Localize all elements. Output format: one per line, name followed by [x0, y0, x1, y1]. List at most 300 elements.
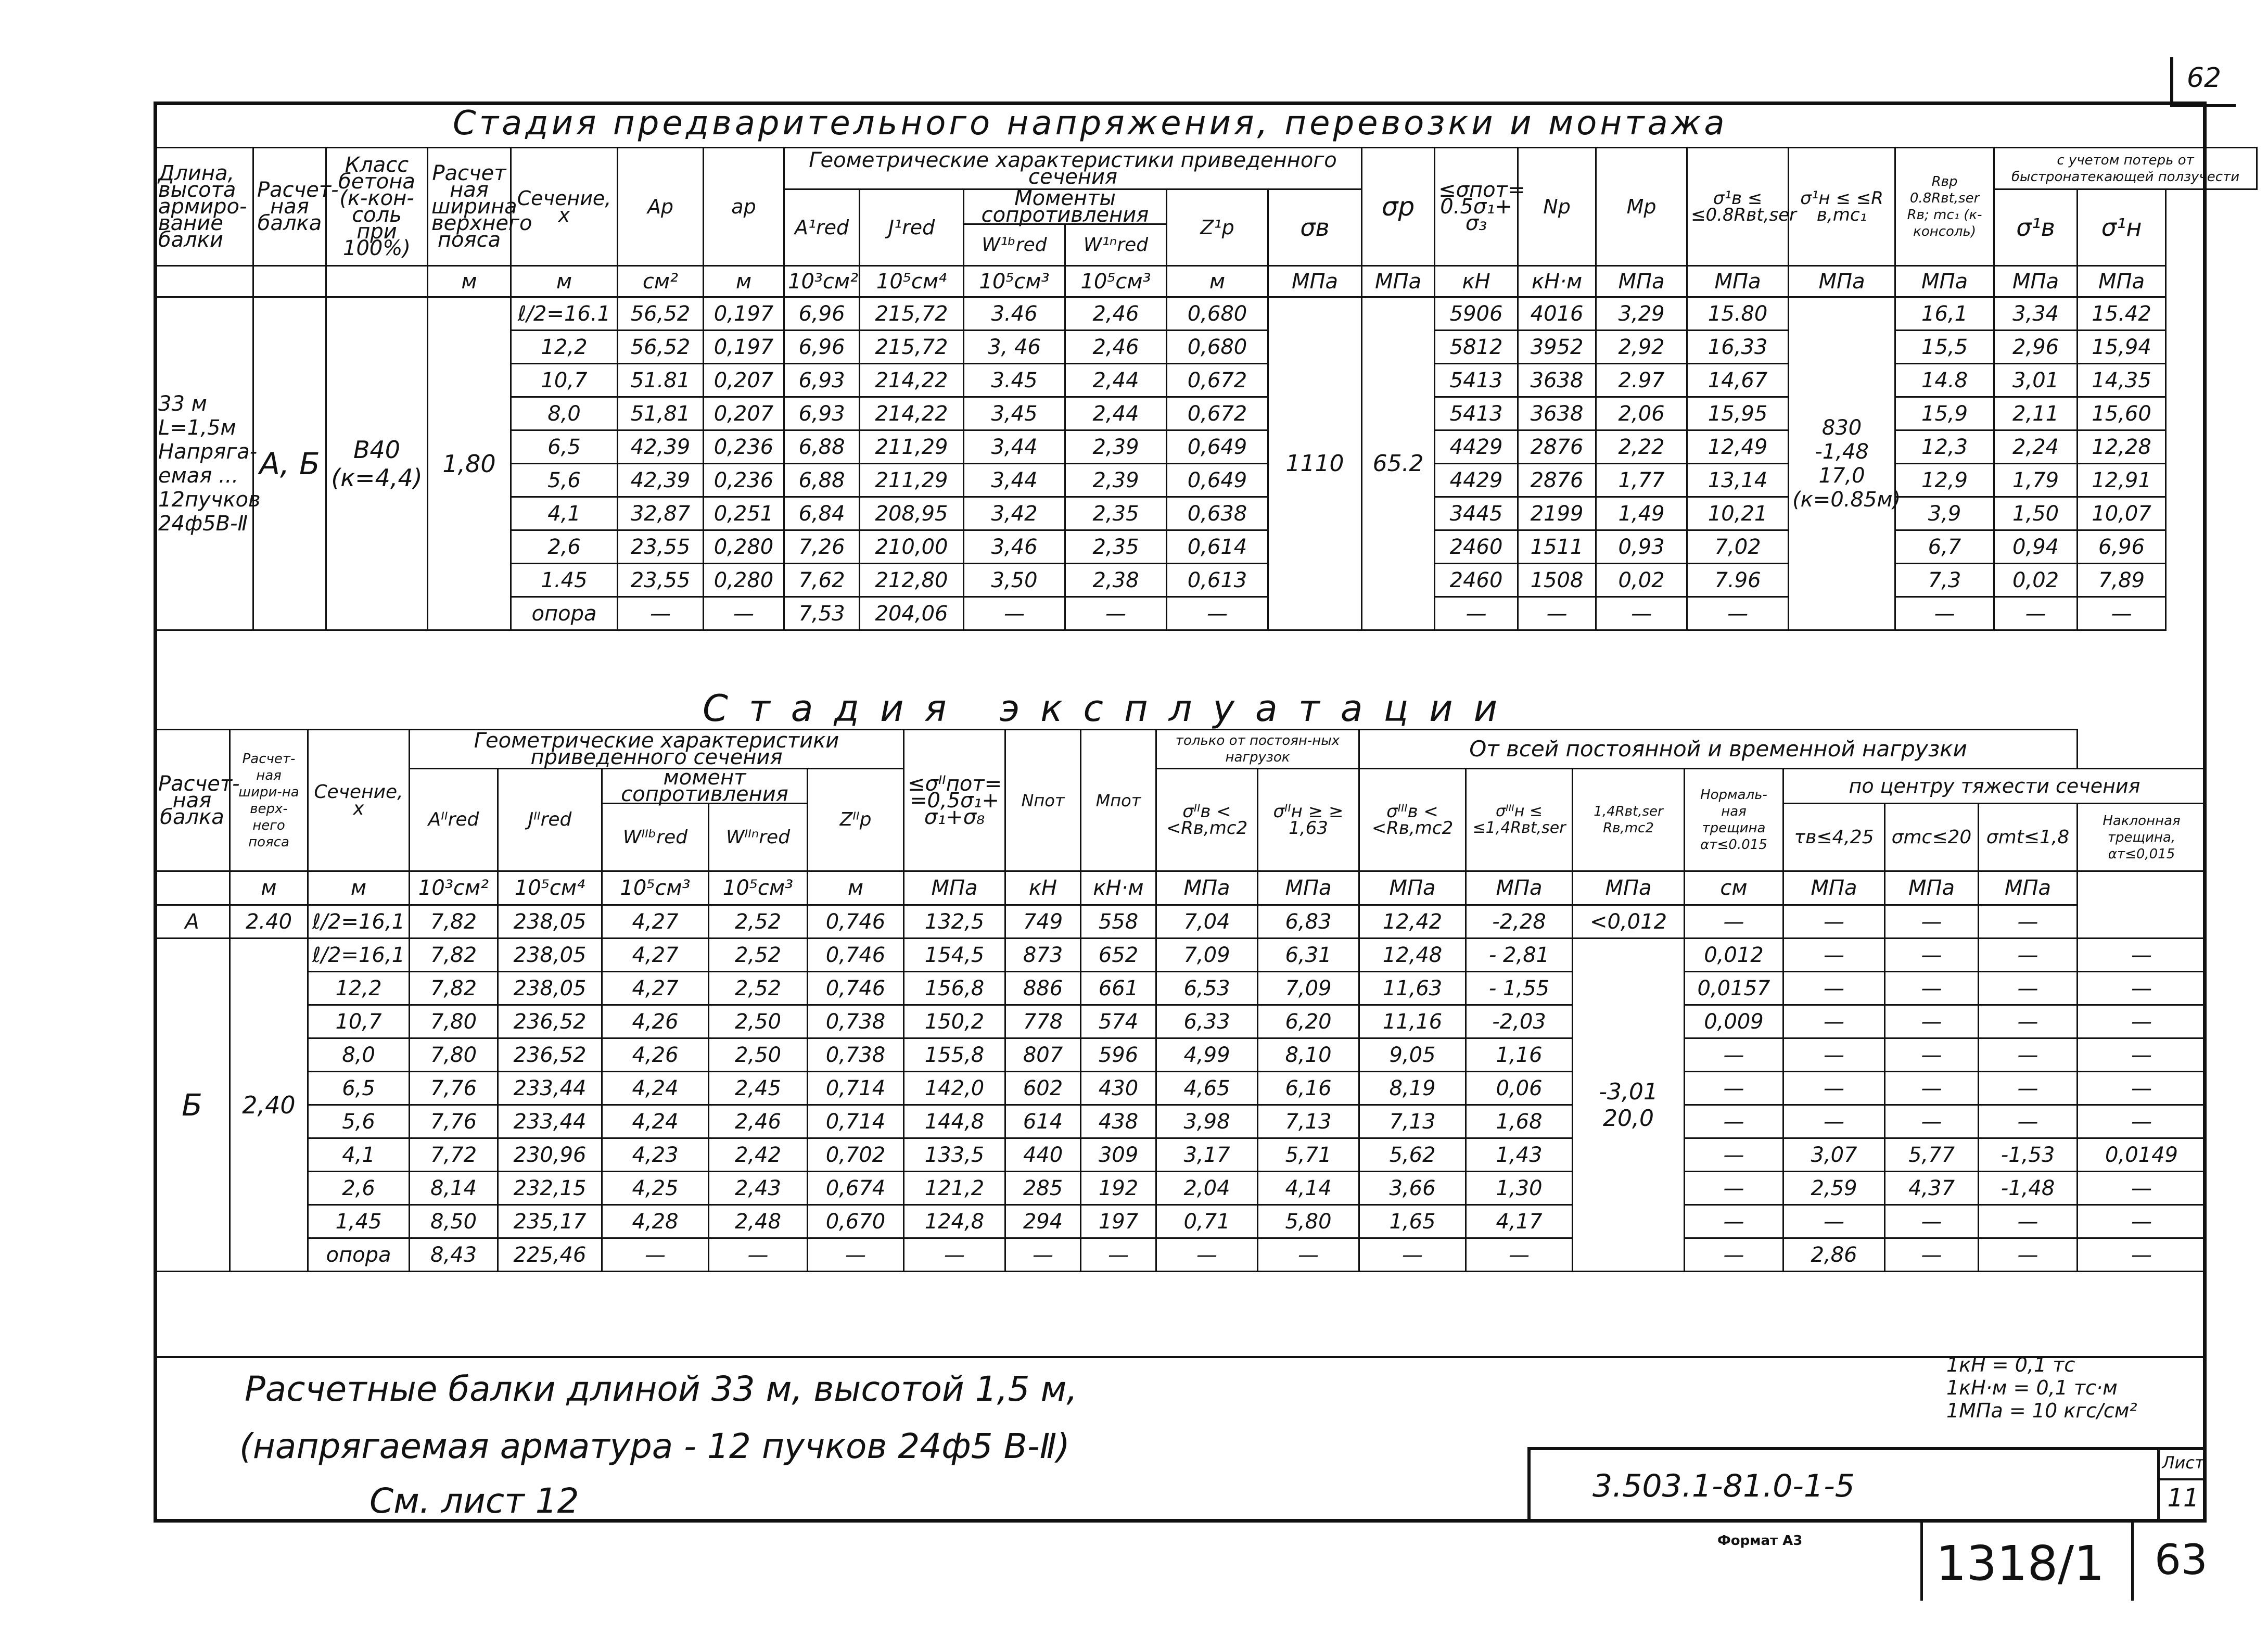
table-cell: 7,26 — [784, 530, 860, 564]
table-cell: 15,9 — [1895, 397, 1994, 430]
table-row — [155, 939, 2206, 972]
table-cell: -1,53 — [1979, 1138, 2078, 1172]
table-cell: 3952 — [1518, 331, 1596, 364]
table-cell: 7.96 — [1687, 564, 1789, 597]
table-cell: 3,34 — [1994, 297, 2078, 331]
table-cell: — — [1687, 597, 1789, 630]
t2-h-geom: Геометрические характеристики приведенного сечения — [410, 730, 904, 769]
table-cell: 4,14 — [1258, 1172, 1359, 1205]
table-row — [155, 1038, 2206, 1072]
table-cell: 124,8 — [904, 1205, 1005, 1238]
table-cell: — — [709, 1238, 808, 1272]
table-cell: 15.80 — [1687, 297, 1789, 331]
table-cell: — — [1885, 1005, 1979, 1038]
table-cell: 56,52 — [618, 331, 704, 364]
t1-h-wb: W¹ᵇred — [964, 224, 1065, 266]
table-cell: 5413 — [1435, 364, 1518, 397]
t1-unit: МПа — [1789, 266, 1895, 297]
table-cell: — — [1979, 1072, 2078, 1105]
table-cell: 0,93 — [1596, 530, 1687, 564]
t1-unit: МПа — [2078, 266, 2166, 297]
t1-group-beam: А, Б — [253, 297, 326, 630]
table-cell: 3,29 — [1596, 297, 1687, 331]
table-cell: 7,76 — [410, 1105, 498, 1138]
t1-h-Np: Np — [1518, 148, 1596, 266]
table-cell: 4016 — [1518, 297, 1596, 331]
table-cell: 3638 — [1518, 364, 1596, 397]
table-cell: — — [2078, 1172, 2206, 1205]
table-cell: 2,52 — [709, 939, 808, 972]
table-cell: — — [2078, 939, 2206, 972]
table-cell: — — [2078, 1205, 2206, 1238]
table-cell: 0,94 — [1994, 530, 2078, 564]
notes-area-line — [154, 1356, 2207, 1358]
table-cell: 8,19 — [1359, 1072, 1466, 1105]
table-cell: 8,10 — [1258, 1038, 1359, 1072]
table-cell: 6,93 — [784, 397, 860, 430]
t2-h-section: Сечение, x — [308, 730, 410, 871]
table-cell: 214,22 — [860, 397, 964, 430]
table-cell: 7,82 — [410, 905, 498, 939]
table-cell: 9,05 — [1359, 1038, 1466, 1072]
table-cell: 232,15 — [498, 1172, 602, 1205]
table-cell: 6,31 — [1258, 939, 1359, 972]
t1-h-ared: A¹red — [784, 189, 860, 266]
table-cell: 3638 — [1518, 397, 1596, 430]
table-cell: 2,96 — [1994, 331, 2078, 364]
t2-unit: МПа — [1359, 871, 1466, 905]
table-cell: 0,638 — [1167, 497, 1268, 530]
table-cell: 614 — [1005, 1105, 1081, 1138]
operation-table — [154, 729, 2207, 1272]
table-cell: 12,42 — [1359, 905, 1466, 939]
t2-h-zp: Zᴵᴵp — [808, 769, 904, 871]
table-cell: 2,44 — [1065, 397, 1167, 430]
t1-unit: МПа — [1687, 266, 1789, 297]
table-cell: 294 — [1005, 1205, 1081, 1238]
table-cell: — — [1994, 597, 2078, 630]
table-cell: 5,6 — [308, 1105, 410, 1138]
table-cell: 5,71 — [1258, 1138, 1359, 1172]
table-cell: 4,26 — [602, 1038, 709, 1072]
t1-h-wn: W¹ⁿred — [1065, 224, 1167, 266]
table-cell: 602 — [1005, 1072, 1081, 1105]
t1-group-rbp: 830 -1,48 17,0 (к=0.85м) — [1789, 297, 1895, 630]
table-cell: 7,09 — [1258, 972, 1359, 1005]
table-cell: 4,27 — [602, 972, 709, 1005]
table-cell: 2.40 — [230, 905, 308, 939]
table-cell: 7,13 — [1359, 1105, 1466, 1138]
table-cell: 778 — [1005, 1005, 1081, 1038]
table-cell: 155,8 — [904, 1038, 1005, 1072]
table-cell: 7,02 — [1687, 530, 1789, 564]
table-cell: 4,37 — [1885, 1172, 1979, 1205]
t2-unit: м — [808, 871, 904, 905]
table-cell: 2,06 — [1596, 397, 1687, 430]
t2-h-incl: Наклонная трещина, αт≤0,015 — [2078, 804, 2206, 871]
table-cell: А — [155, 905, 230, 939]
t1-h-creep: с учетом потерь от быстронатекающей ползучести — [1994, 148, 2257, 189]
table-cell: 8,43 — [410, 1238, 498, 1272]
table-cell: 14,35 — [2078, 364, 2166, 397]
table-cell: -2,03 — [1466, 1005, 1573, 1038]
table-cell: 0,207 — [704, 364, 784, 397]
table-cell: 4,28 — [602, 1205, 709, 1238]
table-cell: 0,009 — [1685, 1005, 1783, 1038]
table-cell: 1,68 — [1466, 1105, 1573, 1138]
table-cell: 6,83 — [1258, 905, 1359, 939]
table-cell: — — [2078, 1105, 2206, 1138]
table-cell: 661 — [1081, 972, 1156, 1005]
table-cell: 230,96 — [498, 1138, 602, 1172]
table-cell: 7,80 — [410, 1038, 498, 1072]
t1-group-sum: 65.2 — [1362, 297, 1435, 630]
table-cell: 0,672 — [1167, 364, 1268, 397]
table-cell: 7,53 — [784, 597, 860, 630]
t2-unit: кН·м — [1081, 871, 1156, 905]
table-cell: 142,0 — [904, 1072, 1005, 1105]
table-cell: 0,738 — [808, 1005, 904, 1038]
table-cell: 8,0 — [308, 1038, 410, 1072]
t2-h-sn3: σᴵᴵᴵн ≤ ≤1,4Rвt,ser — [1466, 769, 1573, 871]
table-cell: — — [1685, 1072, 1783, 1105]
table-cell: 1,43 — [1466, 1138, 1573, 1172]
table-cell: 4,23 — [602, 1138, 709, 1172]
table-cell: 3,44 — [964, 430, 1065, 464]
table-cell: 7,13 — [1258, 1105, 1359, 1138]
table-cell: 14,67 — [1687, 364, 1789, 397]
inventory-divider — [2131, 1523, 2134, 1601]
table-cell: — — [1885, 1238, 1979, 1272]
t2-unit: МПа — [1258, 871, 1359, 905]
table-cell: 7,82 — [410, 939, 498, 972]
t1-unit: кН — [1435, 266, 1518, 297]
table-cell: 6,96 — [784, 297, 860, 331]
table-cell: 5413 — [1435, 397, 1518, 430]
table-cell: 6,16 — [1258, 1072, 1359, 1105]
t2-unit: 10⁵см⁴ — [498, 871, 602, 905]
t2-unit-empty — [155, 871, 230, 905]
table-cell: 1,77 — [1596, 464, 1687, 497]
table-cell: 0,71 — [1156, 1205, 1258, 1238]
table-cell: — — [1979, 1205, 2078, 1238]
t2-unit: 10³см² — [410, 871, 498, 905]
table-cell: 2,48 — [709, 1205, 808, 1238]
table-cell: 15.42 — [2078, 297, 2166, 331]
table-cell: 2,35 — [1065, 497, 1167, 530]
t1-h-ap: ap — [704, 148, 784, 266]
table-cell: 7,04 — [1156, 905, 1258, 939]
table-cell: 15,95 — [1687, 397, 1789, 430]
note-line-2: (напрягаемая арматура - 12 пучков 24ф5 В-Ⅱ) — [239, 1426, 1070, 1466]
table-cell: — — [1783, 1105, 1885, 1138]
table-cell: 236,52 — [498, 1005, 602, 1038]
table-row — [155, 1138, 2206, 1172]
table-cell: 2,6 — [308, 1172, 410, 1205]
table-cell: 56,52 — [618, 297, 704, 331]
table-cell: 1,49 — [1596, 497, 1687, 530]
table-cell: 430 — [1081, 1072, 1156, 1105]
t1-h-length: Длина, высота армиро-вание балки — [155, 148, 253, 266]
table-cell: 1,65 — [1359, 1205, 1466, 1238]
t1-unit: см² — [618, 266, 704, 297]
t2-unit: МПа — [1156, 871, 1258, 905]
table-cell: 3,07 — [1783, 1138, 1885, 1172]
table-cell: - 2,81 — [1466, 939, 1573, 972]
table-cell: 8,50 — [410, 1205, 498, 1238]
t2-h-sn: σᴵᴵн ≥ ≥ 1,63 — [1258, 769, 1359, 871]
table-cell: 15,94 — [2078, 331, 2166, 364]
table-cell: 235,17 — [498, 1205, 602, 1238]
table-cell: — — [2078, 972, 2206, 1005]
table-cell: 652 — [1081, 939, 1156, 972]
table-cell: — — [618, 597, 704, 630]
table-cell: — — [1783, 905, 1885, 939]
t1-group-class: В40 (к=4,4) — [326, 297, 428, 630]
table-cell: 0,06 — [1466, 1072, 1573, 1105]
table-cell: 10,7 — [511, 364, 618, 397]
t2-h-jred: Jᴵᴵred — [498, 769, 602, 871]
table-cell: 212,80 — [860, 564, 964, 597]
t2-unit: МПа — [1979, 871, 2078, 905]
table-cell: 0,746 — [808, 972, 904, 1005]
t2-group-beam: Б — [155, 939, 230, 1272]
table-cell: 6,5 — [308, 1072, 410, 1105]
t1-h-width: Расчет ная ширина верхнего пояса — [428, 148, 511, 266]
t2-unit: см — [1685, 871, 1783, 905]
table-cell: 4,24 — [602, 1105, 709, 1138]
table-cell: 133,5 — [904, 1138, 1005, 1172]
table-cell: 154,5 — [904, 939, 1005, 972]
table-cell: 5,6 — [511, 464, 618, 497]
table-cell: 144,8 — [904, 1105, 1005, 1138]
table-cell: — — [1596, 597, 1687, 630]
table-cell: 3,98 — [1156, 1105, 1258, 1138]
table-cell: -1,48 — [1979, 1172, 2078, 1205]
table-cell: 807 — [1005, 1038, 1081, 1072]
table-cell: 3,42 — [964, 497, 1065, 530]
table-cell: 0,672 — [1167, 397, 1268, 430]
table-cell: — — [1895, 597, 1994, 630]
note-line-3: См. лист 12 — [369, 1481, 579, 1521]
t1-unit: 10³см² — [784, 266, 860, 297]
t2-group-r: -3,01 20,0 — [1573, 939, 1685, 1272]
table-cell: 749 — [1005, 905, 1081, 939]
t1-unit: м — [704, 266, 784, 297]
t1-unit-empty — [253, 266, 326, 297]
table-cell: — — [1979, 1005, 2078, 1038]
table-cell: 2876 — [1518, 430, 1596, 464]
table-cell: 3.45 — [964, 364, 1065, 397]
t2-h-wb: Wᴵᴵᵇred — [602, 804, 709, 871]
table-cell: 2,46 — [1065, 331, 1167, 364]
table-cell: 2460 — [1435, 530, 1518, 564]
t2-unit: м — [308, 871, 410, 905]
table-cell: — — [1885, 1072, 1979, 1105]
t2-h-smc: σmc≤20 — [1885, 804, 1979, 871]
t1-unit: кН·м — [1518, 266, 1596, 297]
t1-unit: 10⁵см⁴ — [860, 266, 964, 297]
table-cell: 0,674 — [808, 1172, 904, 1205]
table-cell: — — [1685, 1238, 1783, 1272]
table-row — [155, 1105, 2206, 1138]
t1-h-csb: σв — [1268, 189, 1362, 266]
table-cell: 32,87 — [618, 497, 704, 530]
table-cell: 2,39 — [1065, 464, 1167, 497]
table-cell: 4,1 — [511, 497, 618, 530]
table-cell: 3,17 — [1156, 1138, 1258, 1172]
table-cell: ℓ/2=16,1 — [308, 939, 410, 972]
table-cell: — — [1979, 905, 2078, 939]
table-cell: 2,42 — [709, 1138, 808, 1172]
table-cell: 3,66 — [1359, 1172, 1466, 1205]
table-cell: 0,012 — [1685, 939, 1783, 972]
table-cell: ℓ/2=16,1 — [308, 905, 410, 939]
table-cell: 5906 — [1435, 297, 1518, 331]
table-cell: 2,46 — [709, 1105, 808, 1138]
table-cell: 0,680 — [1167, 297, 1268, 331]
table-cell: 0,251 — [704, 497, 784, 530]
stamp-sheet-number: 11 — [2167, 1484, 2199, 1513]
table-cell: 0,02 — [1994, 564, 2078, 597]
table-cell: — — [1885, 939, 1979, 972]
table-cell: 2,38 — [1065, 564, 1167, 597]
table-cell: — — [2078, 1072, 2206, 1105]
table-cell: 2,11 — [1994, 397, 2078, 430]
inventory-number: 1318/1 — [1936, 1536, 2105, 1591]
table-cell: 2,86 — [1783, 1238, 1885, 1272]
table-cell: 10,07 — [2078, 497, 2166, 530]
table-cell: 7,76 — [410, 1072, 498, 1105]
table-row — [155, 1205, 2206, 1238]
stage2-title: Стадия эксплуатации — [703, 687, 1519, 730]
table-cell: 12,3 — [1895, 430, 1994, 464]
table-cell: 1,30 — [1466, 1172, 1573, 1205]
t2-h-smt: σmt≤1,8 — [1979, 804, 2078, 871]
table-cell: — — [1435, 597, 1518, 630]
table-cell: 192 — [1081, 1172, 1156, 1205]
table-cell: 42,39 — [618, 464, 704, 497]
t2-unit: МПа — [1783, 871, 1885, 905]
table-cell: 0,738 — [808, 1038, 904, 1072]
t1-h-geom: Геометрические характеристики приведенного сечения — [784, 148, 1362, 189]
table-cell: — — [602, 1238, 709, 1272]
table-cell: — — [1885, 1038, 1979, 1072]
table-cell: 0,670 — [808, 1205, 904, 1238]
table-cell: — — [1885, 972, 1979, 1005]
table-cell: 0,197 — [704, 331, 784, 364]
t1-h-sn: σ¹н ≤ ≤R в,mc₁ — [1789, 148, 1895, 266]
t1-h-section: Сечение, x — [511, 148, 618, 266]
t1-h-csb1: σ¹в — [1994, 189, 2078, 266]
table-cell: — — [1783, 1005, 1885, 1038]
table-cell: 558 — [1081, 905, 1156, 939]
table-cell: 4429 — [1435, 464, 1518, 497]
units-note-1: 1кН = 0,1 тс — [1946, 1353, 2075, 1376]
table-cell: 4,26 — [602, 1005, 709, 1038]
t1-h-Mp: Mp — [1596, 148, 1687, 266]
table-cell: 51.81 — [618, 364, 704, 397]
table-cell: 11,16 — [1359, 1005, 1466, 1038]
table-cell: — — [1258, 1238, 1359, 1272]
table-cell: 215,72 — [860, 331, 964, 364]
t2-h-r: 1,4Rвt,ser Rв,mc2 — [1573, 769, 1685, 871]
table-cell: — — [904, 1238, 1005, 1272]
table-cell: 0,649 — [1167, 430, 1268, 464]
table-cell: 5,77 — [1885, 1138, 1979, 1172]
table-cell: 204,06 — [860, 597, 964, 630]
table-cell: 1,50 — [1994, 497, 2078, 530]
t2-h-wn: Wᴵᴵⁿred — [709, 804, 808, 871]
table-cell: 23,55 — [618, 530, 704, 564]
table-cell: 2.97 — [1596, 364, 1687, 397]
table-cell: — — [1518, 597, 1596, 630]
t2-unit: МПа — [1885, 871, 1979, 905]
table-cell: 4,99 — [1156, 1038, 1258, 1072]
table-cell: — — [2078, 597, 2166, 630]
t1-unit-empty — [155, 266, 253, 297]
table-cell: 2,50 — [709, 1005, 808, 1038]
table-cell: 0,236 — [704, 430, 784, 464]
table-cell: 6,33 — [1156, 1005, 1258, 1038]
table-cell: 1.45 — [511, 564, 618, 597]
table-cell: 211,29 — [860, 430, 964, 464]
t2-unit: МПа — [1573, 871, 1685, 905]
t1-unit: м — [428, 266, 511, 297]
table-cell: 0,680 — [1167, 331, 1268, 364]
table-cell: — — [1005, 1238, 1081, 1272]
table-cell: 214,22 — [860, 364, 964, 397]
table-cell: 238,05 — [498, 939, 602, 972]
table-cell: 10,7 — [308, 1005, 410, 1038]
table-cell: 4,1 — [308, 1138, 410, 1172]
table-cell: 4,24 — [602, 1072, 709, 1105]
t2-h-tau: τв≤4,25 — [1783, 804, 1885, 871]
table-cell: 0,0157 — [1685, 972, 1783, 1005]
t2-group-width: 2,40 — [230, 939, 308, 1272]
table-cell: 0,280 — [704, 564, 784, 597]
table-row — [155, 905, 2206, 939]
table-cell: 2,45 — [709, 1072, 808, 1105]
table-cell: 23,55 — [618, 564, 704, 597]
t1-h-moments: Моменты сопротивления — [964, 189, 1167, 224]
table-cell: — — [808, 1238, 904, 1272]
table-cell: 6,5 — [511, 430, 618, 464]
table-cell: 233,44 — [498, 1072, 602, 1105]
table-cell: 7,82 — [410, 972, 498, 1005]
t1-unit: МПа — [1268, 266, 1362, 297]
table-cell: 7,80 — [410, 1005, 498, 1038]
table-cell: 150,2 — [904, 1005, 1005, 1038]
t2-h-sb: σᴵᴵв < <Rв,mc2 — [1156, 769, 1258, 871]
note-line-1: Расчетные балки длиной 33 м, высотой 1,5 м, — [245, 1369, 1078, 1409]
table-cell: — — [1685, 1172, 1783, 1205]
table-cell: — — [1081, 1238, 1156, 1272]
table-cell: 285 — [1005, 1172, 1081, 1205]
table-cell: 156,8 — [904, 972, 1005, 1005]
table-cell: 574 — [1081, 1005, 1156, 1038]
t2-h-center: по центру тяжести сечения — [1783, 769, 2206, 804]
t2-h-sum: ≤σᴵᴵпот= =0,5σ₁+ σ₁+σ₈ — [904, 730, 1005, 871]
t2-h-width: Расчет-ная шири-на верх-него пояса — [230, 730, 308, 871]
table-cell: 42,39 — [618, 430, 704, 464]
t1-group-length: 33 м L=1,5м Напряга-емая ... 12пучков 24ф5В-Ⅱ — [155, 297, 253, 630]
t1-h-class: Класс бетона (к-кон-соль при 100%) — [326, 148, 428, 266]
table-cell: 15,60 — [2078, 397, 2166, 430]
t1-h-Ap: Ap — [618, 148, 704, 266]
t2-h-all: От всей постоянной и временной нагрузки — [1359, 730, 2078, 769]
table-cell: 121,2 — [904, 1172, 1005, 1205]
